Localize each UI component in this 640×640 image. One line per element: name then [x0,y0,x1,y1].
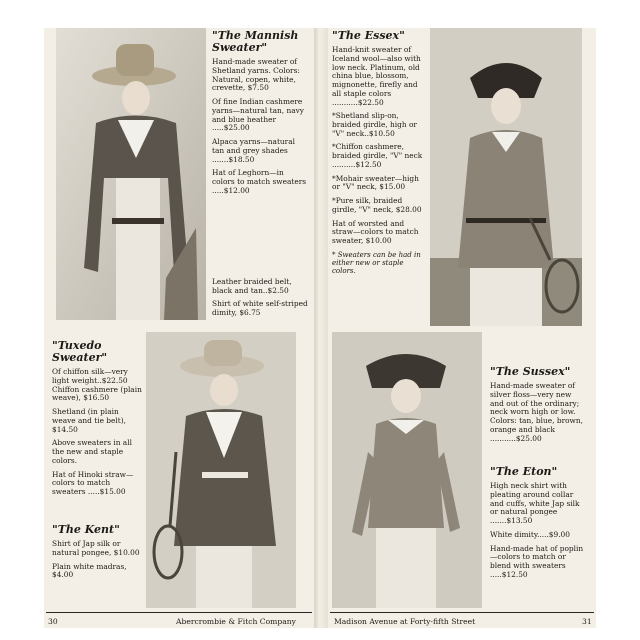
tuxedo-desc-1: Of chiffon silk—very light weight..$22.50 Chiffon cashmere (plain weave), $16.50 [52,367,142,403]
mannish-desc-3: Alpaca yarns—natural tan and grey shades .......$18.50 [212,137,295,164]
eton-desc-3: Hand-made hat of poplin—colors to match or blend with sweaters .....$12.50 [490,543,584,579]
mannish-desc-2: Of fine Indian cashmere yarns—natural tan, navy and blue heather .....$25.00 [212,97,304,133]
mannish-sweater-photo [56,28,206,320]
sussex-desc-1: Hand-made sweater of silver floss—very new and out of the ordinary; neck worn high or low. Colors: tan, blue, brown, orange and black ...........$25.00 [490,381,583,443]
tuxedo-desc-3: Above sweaters in all the new and staple colors. [52,438,132,465]
tuxedo-desc-4: Hat of Hinoki straw—colors to match sweaters .....$15.00 [52,469,134,496]
page-gutter [314,28,328,628]
essex-desc-3: *Chiffon cashmere, braided girdle, "V" neck ..........$12.50 [332,142,423,169]
mannish-desc-1: Hand-made sweater of Shetland yarns. Colors: Natural, copen, white, crevette, $7.50 [212,57,300,93]
sussex-photo [332,332,482,608]
tuxedo-desc-2: Shetland (in plain weave and tie belt), $14.50 [52,407,126,434]
tuxedo-sweater-photo [146,332,296,608]
tuxedo-block [52,340,142,502]
essex-desc-5: *Pure silk, braided girdle, "V" neck, $28.00 [332,196,422,214]
kent-block [52,524,142,585]
right-footer-rule [330,612,594,613]
mannish-shirt: Shirt of white self-striped dimity, $6.75 [212,299,308,318]
kent-desc-1: Shirt of Jap silk or natural pongee, $10.00 [52,539,140,557]
essex-footnote: * Sweaters can be had in either new or staple colors. [332,250,421,276]
mannish-belt: Leather braided belt, black and tan..$2.50 [212,277,292,295]
sussex-title: "The Sussex" [490,365,571,378]
tuxedo-title: "Tuxedo Sweater" [52,339,108,365]
essex-block [332,30,424,281]
kent-desc-2: Plain white madras, $4.00 [52,561,127,580]
essex-desc-2: *Shetland slip-on, braided girdle, high or "V" neck..$10.50 [332,111,417,138]
left-page-number: 30 [48,617,58,626]
eton-block [490,466,584,584]
kent-title: "The Kent" [52,523,120,536]
left-footer-text: Abercrombie & Fitch Company [176,617,296,626]
essex-photo [430,28,582,326]
eton-desc-1: High neck shirt with pleating around collar and cuffs, white Jap silk or natural pongee .......$13.50 [490,481,580,526]
mannish-desc-4: Hat of Leghorn—in colors to match sweaters .....$12.00 [212,168,307,195]
eton-desc-2: White dimity.....$9.00 [490,529,570,539]
sussex-block [490,366,584,448]
essex-desc-1: Hand-knit sweater of Iceland wool—also with low neck. Platinum, old china blue, blossom, mignonette, firefly and all staple colors ...........$22.50 [332,45,421,107]
mannish-sweater-block [212,30,308,200]
right-footer-text: Madison Avenue at Forty-fifth Street [334,617,476,626]
left-footer-rule [46,612,312,613]
essex-desc-6: Hat of worsted and straw—colors to match sweater, $10.00 [332,218,419,246]
mannish-sweater-title: "The Mannish Sweater" [212,29,299,55]
right-page-number: 31 [582,617,592,626]
essex-title: "The Essex" [332,29,405,42]
essex-desc-4: *Mohair sweater—high or "V" neck, $15.00 [332,173,419,192]
eton-title: "The Eton" [490,465,558,478]
mannish-accessories-block [212,278,308,323]
